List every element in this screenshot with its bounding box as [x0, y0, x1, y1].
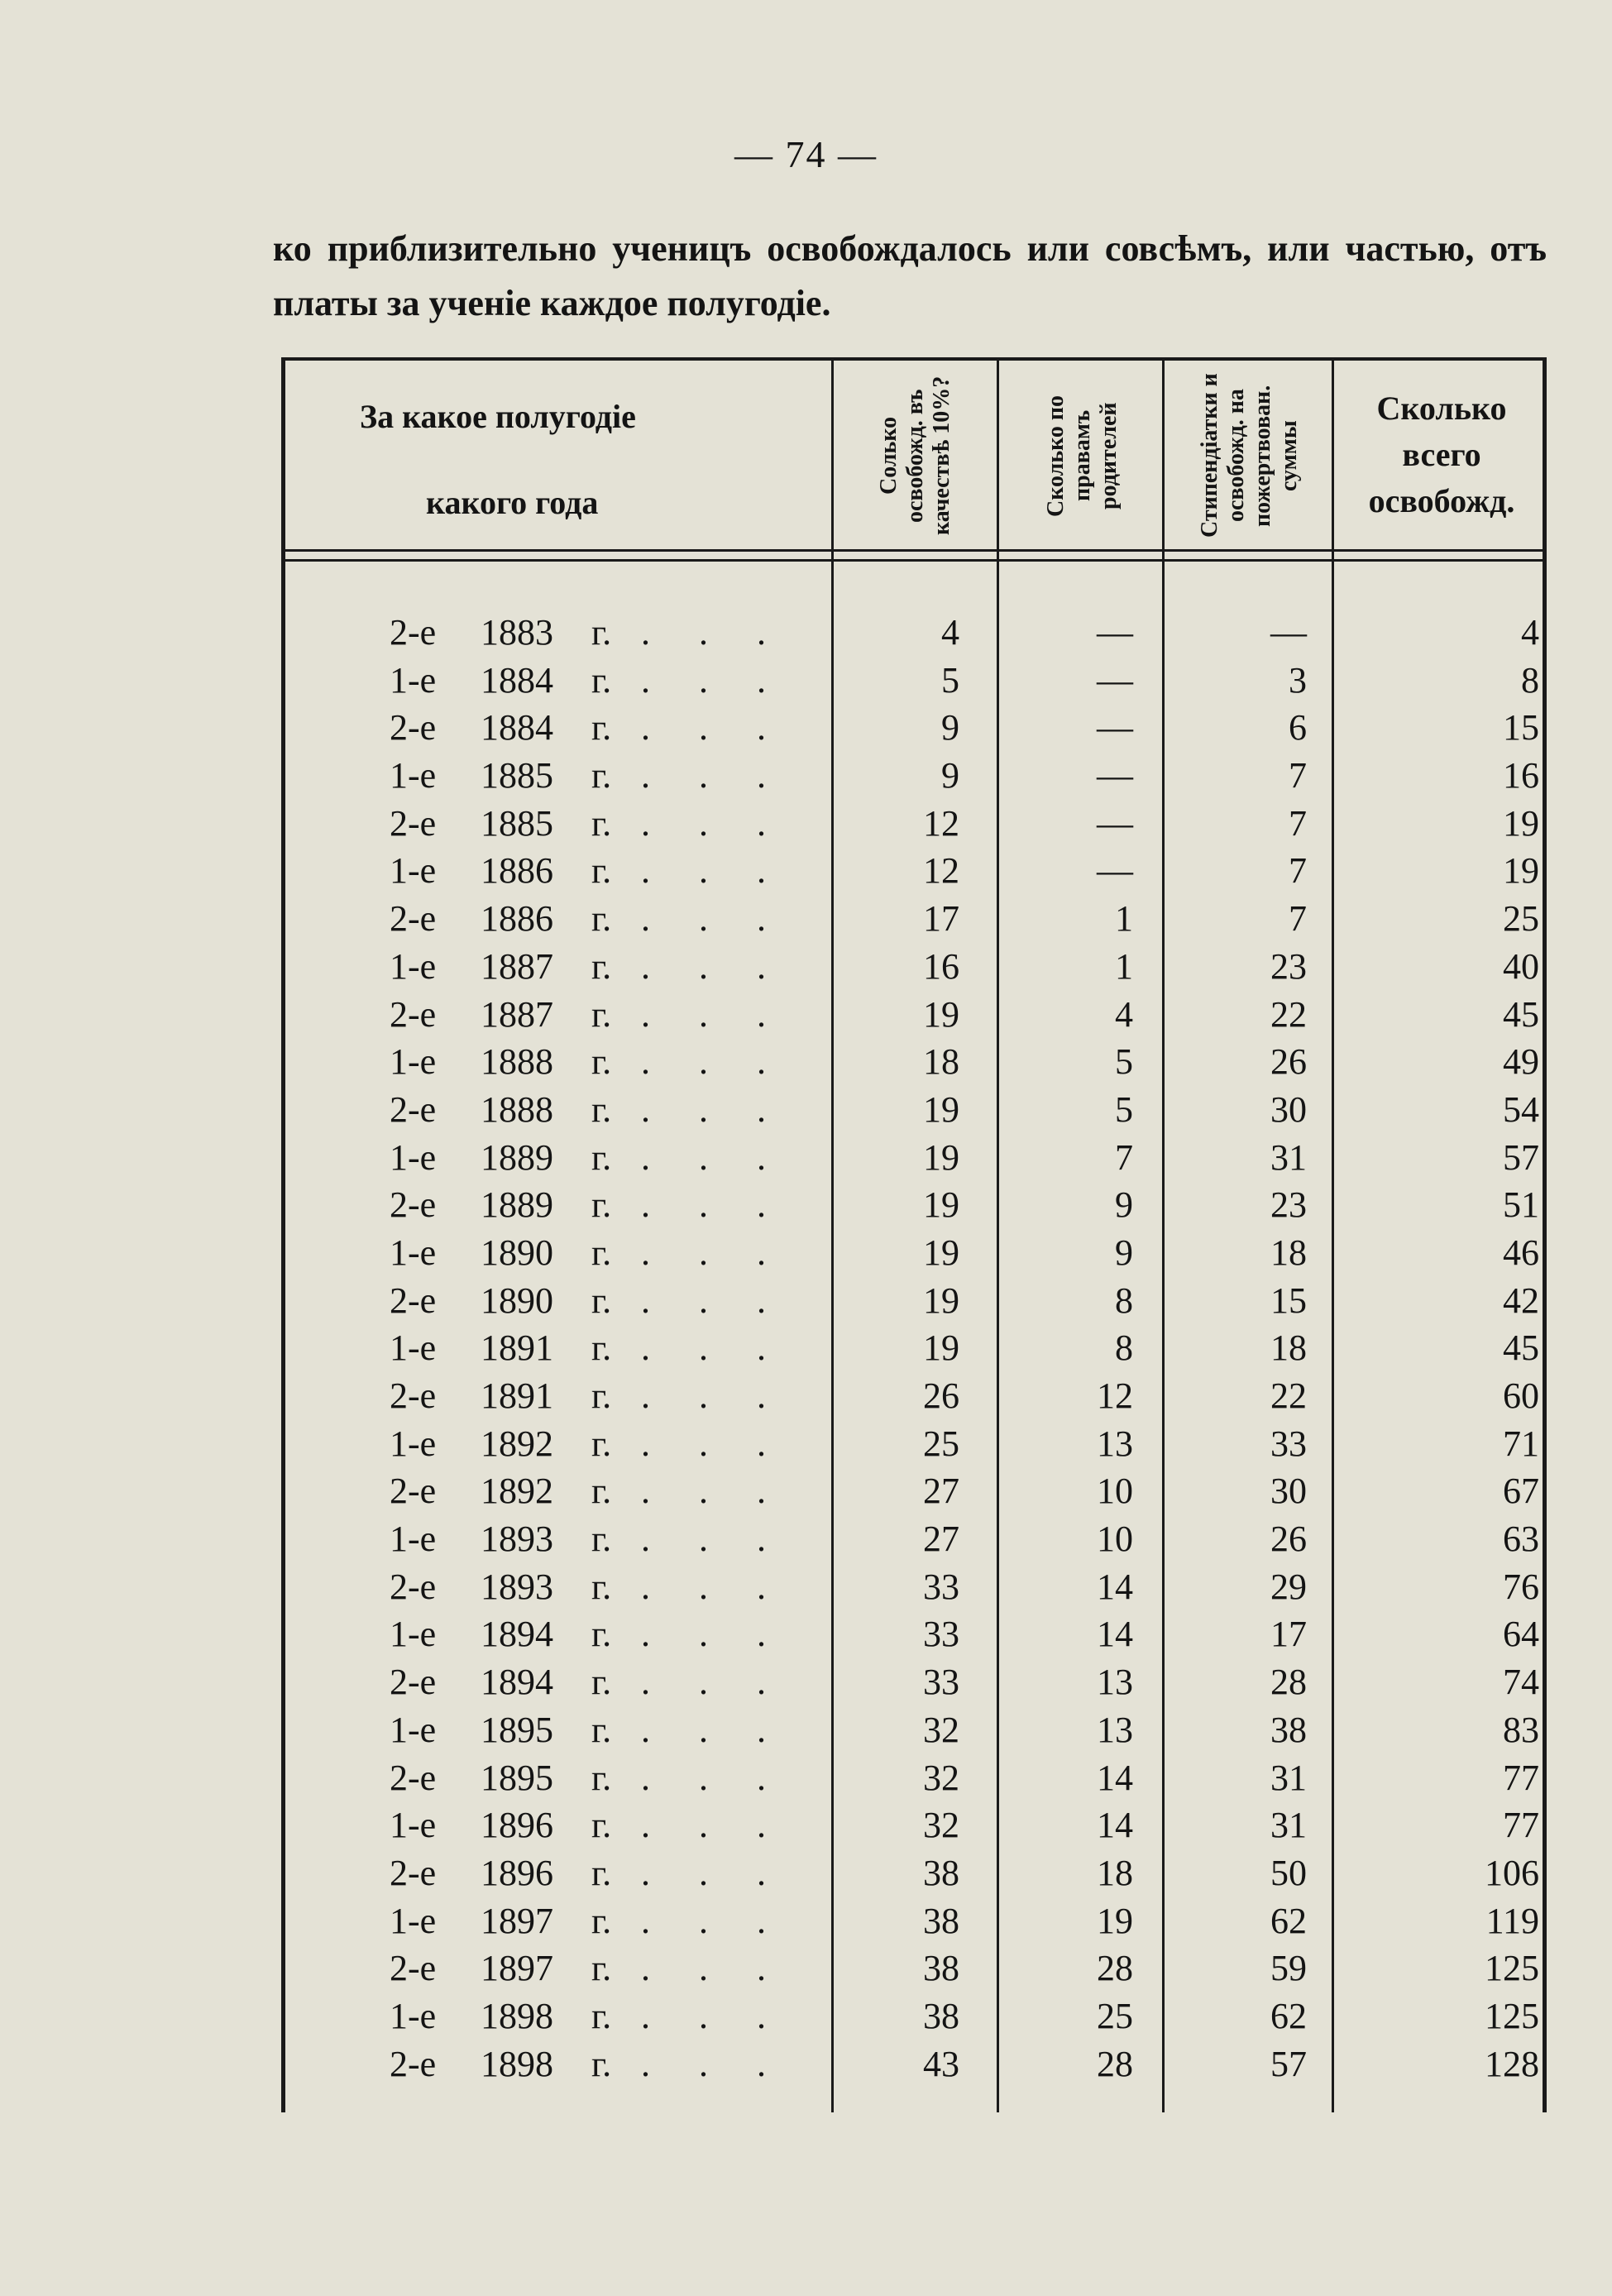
row-parents-cell: 13: [1097, 1709, 1133, 1750]
row-leader-dots: . . .: [641, 1900, 786, 1941]
row-half-cell: 1-е: [390, 1709, 437, 1750]
table-row: [285, 1134, 1543, 1182]
row-total-cell: 63: [1503, 1519, 1539, 1560]
row-leader-dots: . . .: [641, 1948, 786, 1989]
table-row: [285, 1658, 1543, 1706]
row-parents-cell: 28: [1097, 2043, 1133, 2084]
row-total-cell: 54: [1503, 1088, 1539, 1130]
row-half-cell: 1-е: [390, 850, 437, 892]
row-total-cell: 19: [1503, 850, 1539, 892]
row-total-cell: 71: [1503, 1423, 1539, 1464]
row-stipends-cell: 50: [1270, 1852, 1307, 1893]
row-year-abbrev-cell: г.: [591, 993, 612, 1035]
row-half-cell: 1-е: [390, 1136, 437, 1178]
row-10pct-cell: 17: [923, 898, 959, 940]
row-half-cell: 1-е: [390, 1995, 437, 2036]
header-period: [285, 361, 831, 549]
row-year-cell: 1887: [481, 945, 553, 987]
row-total-cell: 76: [1503, 1566, 1539, 1607]
row-half-cell: 2-е: [390, 1184, 437, 1226]
row-stipends-cell: 18: [1270, 1327, 1307, 1369]
row-year-abbrev-cell: г.: [591, 1519, 612, 1560]
row-year-cell: 1889: [481, 1184, 553, 1226]
row-year-cell: 1895: [481, 1709, 553, 1750]
row-half-cell: 2-е: [390, 2043, 437, 2084]
row-year-cell: 1884: [481, 659, 553, 701]
table-row: [285, 991, 1543, 1039]
row-half-cell: 1-е: [390, 659, 437, 701]
row-year-abbrev-cell: г.: [591, 1088, 612, 1130]
row-year-cell: 1893: [481, 1519, 553, 1560]
row-year-cell: 1891: [481, 1327, 553, 1369]
row-half-cell: 2-е: [390, 1757, 437, 1798]
header-col-stipends: Стипендіатки и освобожд. на пожертвован. суммы: [1197, 373, 1302, 538]
table-row: [285, 1706, 1543, 1754]
row-leader-dots: . . .: [641, 1709, 786, 1750]
row-year-cell: 1892: [481, 1423, 553, 1464]
row-10pct-cell: 19: [923, 1184, 959, 1226]
row-parents-cell: —: [1097, 612, 1133, 653]
row-parents-cell: 18: [1097, 1852, 1133, 1893]
exemption-table: [281, 357, 1547, 2112]
row-10pct-cell: 32: [923, 1757, 959, 1798]
row-year-abbrev-cell: г.: [591, 850, 612, 892]
row-stipends-cell: 62: [1270, 1900, 1307, 1941]
row-year-abbrev-cell: г.: [591, 1041, 612, 1083]
table-row: [285, 1897, 1543, 1945]
row-leader-dots: . . .: [641, 1566, 786, 1607]
row-10pct-cell: 12: [923, 802, 959, 844]
row-leader-dots: . . .: [641, 850, 786, 892]
row-parents-cell: 19: [1097, 1900, 1133, 1941]
row-half-cell: 1-е: [390, 945, 437, 987]
row-stipends-cell: 7: [1289, 850, 1307, 892]
row-stipends-cell: 38: [1270, 1709, 1307, 1750]
row-half-cell: 1-е: [390, 1041, 437, 1083]
row-half-cell: 1-е: [390, 1423, 437, 1464]
row-year-abbrev-cell: г.: [591, 1662, 612, 1703]
row-parents-cell: 1: [1115, 898, 1133, 940]
header-col-10pct: Солько освобожд. въ качествѣ 10%?: [876, 375, 954, 536]
row-year-abbrev-cell: г.: [591, 1566, 612, 1607]
row-half-cell: 2-е: [390, 1375, 437, 1416]
row-parents-cell: 8: [1115, 1327, 1133, 1369]
row-total-cell: 57: [1503, 1136, 1539, 1178]
table-body: [285, 609, 1543, 2088]
row-year-abbrev-cell: г.: [591, 1852, 612, 1893]
row-half-cell: 1-е: [390, 1614, 437, 1655]
table-row: [285, 704, 1543, 752]
row-parents-cell: —: [1097, 802, 1133, 844]
row-leader-dots: . . .: [641, 1805, 786, 1846]
row-stipends-cell: 30: [1270, 1471, 1307, 1512]
row-half-cell: 2-е: [390, 1566, 437, 1607]
row-half-cell: 1-е: [390, 1519, 437, 1560]
row-10pct-cell: 18: [923, 1041, 959, 1083]
row-total-cell: 128: [1485, 2043, 1539, 2084]
row-stipends-cell: 57: [1270, 2043, 1307, 2084]
row-leader-dots: . . .: [641, 1232, 786, 1273]
row-year-cell: 1896: [481, 1805, 553, 1846]
table-row: [285, 609, 1543, 657]
row-10pct-cell: 4: [941, 612, 959, 653]
header-period-line1: За какое полугодіе: [360, 398, 636, 435]
row-parents-cell: 5: [1115, 1088, 1133, 1130]
row-10pct-cell: 38: [923, 1995, 959, 2036]
row-stipends-cell: 22: [1270, 993, 1307, 1035]
table-row: [285, 752, 1543, 800]
table-row: [285, 1086, 1543, 1134]
row-leader-dots: . . .: [641, 1471, 786, 1512]
row-stipends-cell: 28: [1270, 1662, 1307, 1703]
table-row: [285, 657, 1543, 705]
row-total-cell: 77: [1503, 1757, 1539, 1798]
row-parents-cell: 14: [1097, 1805, 1133, 1846]
row-year-abbrev-cell: г.: [591, 1375, 612, 1416]
row-year-cell: 1886: [481, 898, 553, 940]
row-total-cell: 4: [1521, 612, 1539, 653]
row-leader-dots: . . .: [641, 1327, 786, 1369]
row-half-cell: 2-е: [390, 1280, 437, 1321]
row-year-abbrev-cell: г.: [591, 1423, 612, 1464]
row-parents-cell: 7: [1115, 1136, 1133, 1178]
row-half-cell: 1-е: [390, 1900, 437, 1941]
row-year-cell: 1889: [481, 1136, 553, 1178]
row-year-abbrev-cell: г.: [591, 945, 612, 987]
row-stipends-cell: 15: [1270, 1280, 1307, 1321]
row-half-cell: 2-е: [390, 1088, 437, 1130]
row-total-cell: 19: [1503, 802, 1539, 844]
row-leader-dots: . . .: [641, 1614, 786, 1655]
row-year-abbrev-cell: г.: [591, 1136, 612, 1178]
row-leader-dots: . . .: [641, 802, 786, 844]
row-10pct-cell: 19: [923, 1327, 959, 1369]
row-parents-cell: 10: [1097, 1471, 1133, 1512]
row-half-cell: 1-е: [390, 1232, 437, 1273]
row-year-abbrev-cell: г.: [591, 1757, 612, 1798]
row-10pct-cell: 38: [923, 1852, 959, 1893]
row-year-cell: 1896: [481, 1852, 553, 1893]
row-10pct-cell: 19: [923, 1280, 959, 1321]
row-year-abbrev-cell: г.: [591, 802, 612, 844]
row-stipends-cell: 59: [1270, 1948, 1307, 1989]
row-leader-dots: . . .: [641, 1184, 786, 1226]
table-row: [285, 1849, 1543, 1897]
row-total-cell: 49: [1503, 1041, 1539, 1083]
row-parents-cell: 9: [1115, 1232, 1133, 1273]
row-year-abbrev-cell: г.: [591, 1614, 612, 1655]
row-year-abbrev-cell: г.: [591, 1995, 612, 2036]
row-half-cell: 2-е: [390, 898, 437, 940]
row-year-cell: 1894: [481, 1614, 553, 1655]
row-parents-cell: —: [1097, 755, 1133, 796]
row-year-abbrev-cell: г.: [591, 1805, 612, 1846]
table-row: [285, 2040, 1543, 2088]
row-leader-dots: . . .: [641, 1423, 786, 1464]
row-leader-dots: . . .: [641, 755, 786, 796]
table-row: [285, 895, 1543, 943]
row-half-cell: 2-е: [390, 993, 437, 1035]
row-leader-dots: . . .: [641, 1041, 786, 1083]
row-year-cell: 1888: [481, 1088, 553, 1130]
row-half-cell: 2-е: [390, 707, 437, 749]
row-year-cell: 1883: [481, 612, 553, 653]
row-parents-cell: —: [1097, 659, 1133, 701]
row-parents-cell: 14: [1097, 1614, 1133, 1655]
row-leader-dots: . . .: [641, 1852, 786, 1893]
row-10pct-cell: 19: [923, 993, 959, 1035]
row-parents-cell: 4: [1115, 993, 1133, 1035]
row-half-cell: 2-е: [390, 612, 437, 653]
row-total-cell: 60: [1503, 1375, 1539, 1416]
row-year-abbrev-cell: г.: [591, 1948, 612, 1989]
row-parents-cell: —: [1097, 707, 1133, 749]
row-parents-cell: 5: [1115, 1041, 1133, 1083]
row-stipends-cell: 31: [1270, 1757, 1307, 1798]
row-total-cell: 8: [1521, 659, 1539, 701]
row-10pct-cell: 16: [923, 945, 959, 987]
row-10pct-cell: 43: [923, 2043, 959, 2084]
row-stipends-cell: 23: [1270, 945, 1307, 987]
row-stipends-cell: 7: [1289, 802, 1307, 844]
row-leader-dots: . . .: [641, 945, 786, 987]
row-leader-dots: . . .: [641, 1088, 786, 1130]
row-parents-cell: 9: [1115, 1184, 1133, 1226]
row-10pct-cell: 19: [923, 1136, 959, 1178]
row-10pct-cell: 5: [941, 659, 959, 701]
row-stipends-cell: 6: [1289, 707, 1307, 749]
row-total-cell: 64: [1503, 1614, 1539, 1655]
row-year-cell: 1887: [481, 993, 553, 1035]
row-stipends-cell: 26: [1270, 1519, 1307, 1560]
row-year-cell: 1890: [481, 1280, 553, 1321]
row-year-cell: 1897: [481, 1900, 553, 1941]
row-leader-dots: . . .: [641, 1136, 786, 1178]
row-year-abbrev-cell: г.: [591, 1232, 612, 1273]
row-parents-cell: 8: [1115, 1280, 1133, 1321]
row-half-cell: 1-е: [390, 1327, 437, 1369]
table-row: [285, 1515, 1543, 1563]
row-leader-dots: . . .: [641, 1519, 786, 1560]
row-parents-cell: 1: [1115, 945, 1133, 987]
row-10pct-cell: 27: [923, 1519, 959, 1560]
row-stipends-cell: 29: [1270, 1566, 1307, 1607]
row-leader-dots: . . .: [641, 612, 786, 653]
row-half-cell: 2-е: [390, 1948, 437, 1989]
row-year-abbrev-cell: г.: [591, 755, 612, 796]
table-row: [285, 1038, 1543, 1086]
table-row: [285, 1992, 1543, 2040]
row-total-cell: 45: [1503, 1327, 1539, 1369]
row-total-cell: 51: [1503, 1184, 1539, 1226]
row-10pct-cell: 38: [923, 1948, 959, 1989]
row-leader-dots: . . .: [641, 1662, 786, 1703]
row-half-cell: 2-е: [390, 1662, 437, 1703]
row-stipends-cell: 17: [1270, 1614, 1307, 1655]
row-leader-dots: . . .: [641, 898, 786, 940]
table-row: [285, 1801, 1543, 1849]
row-10pct-cell: 27: [923, 1471, 959, 1512]
row-year-abbrev-cell: г.: [591, 1900, 612, 1941]
table-row: [285, 800, 1543, 848]
row-total-cell: 83: [1503, 1709, 1539, 1750]
row-year-abbrev-cell: г.: [591, 612, 612, 653]
row-year-cell: 1898: [481, 1995, 553, 2036]
row-total-cell: 74: [1503, 1662, 1539, 1703]
row-half-cell: 1-е: [390, 1805, 437, 1846]
header-period-line2: какого года: [426, 484, 599, 521]
table-row: [285, 943, 1543, 991]
row-total-cell: 40: [1503, 945, 1539, 987]
row-leader-dots: . . .: [641, 993, 786, 1035]
row-10pct-cell: 26: [923, 1375, 959, 1416]
row-total-cell: 16: [1503, 755, 1539, 796]
row-stipends-cell: 7: [1289, 898, 1307, 940]
row-10pct-cell: 33: [923, 1614, 959, 1655]
row-year-cell: 1884: [481, 707, 553, 749]
row-half-cell: 1-е: [390, 755, 437, 796]
table-row: [285, 1563, 1543, 1611]
row-year-cell: 1893: [481, 1566, 553, 1607]
row-year-cell: 1892: [481, 1471, 553, 1512]
row-leader-dots: . . .: [641, 2043, 786, 2084]
row-leader-dots: . . .: [641, 707, 786, 749]
row-10pct-cell: 33: [923, 1566, 959, 1607]
row-10pct-cell: 32: [923, 1709, 959, 1750]
header-col-parents: Сколько по правамъ родителей: [1043, 395, 1122, 517]
table-row: [285, 1181, 1543, 1229]
row-leader-dots: . . .: [641, 1375, 786, 1416]
table-row: [285, 1372, 1543, 1420]
row-stipends-cell: 31: [1270, 1805, 1307, 1846]
row-parents-cell: —: [1097, 850, 1133, 892]
row-parents-cell: 13: [1097, 1423, 1133, 1464]
row-year-cell: 1886: [481, 850, 553, 892]
row-half-cell: 2-е: [390, 1852, 437, 1893]
row-parents-cell: 14: [1097, 1757, 1133, 1798]
row-10pct-cell: 9: [941, 755, 959, 796]
row-year-abbrev-cell: г.: [591, 1184, 612, 1226]
row-total-cell: 119: [1485, 1900, 1539, 1941]
table-row: [285, 847, 1543, 895]
row-leader-dots: . . .: [641, 1280, 786, 1321]
row-year-cell: 1888: [481, 1041, 553, 1083]
row-10pct-cell: 32: [923, 1805, 959, 1846]
row-stipends-cell: 23: [1270, 1184, 1307, 1226]
row-year-cell: 1890: [481, 1232, 553, 1273]
page-number: — 74 —: [734, 133, 878, 175]
table-row: [285, 1467, 1543, 1515]
row-leader-dots: . . .: [641, 659, 786, 701]
row-parents-cell: 13: [1097, 1662, 1133, 1703]
row-total-cell: 46: [1503, 1232, 1539, 1273]
row-total-cell: 125: [1485, 1948, 1539, 1989]
row-parents-cell: 14: [1097, 1566, 1133, 1607]
row-stipends-cell: —: [1270, 612, 1307, 653]
row-stipends-cell: 30: [1270, 1088, 1307, 1130]
table-row: [285, 1229, 1543, 1277]
row-10pct-cell: 9: [941, 707, 959, 749]
table-row: [285, 1324, 1543, 1372]
row-parents-cell: 28: [1097, 1948, 1133, 1989]
table-row: [285, 1277, 1543, 1325]
row-year-abbrev-cell: г.: [591, 707, 612, 749]
row-year-cell: 1885: [481, 802, 553, 844]
row-leader-dots: . . .: [641, 1995, 786, 2036]
row-year-cell: 1895: [481, 1757, 553, 1798]
table-row: [285, 1944, 1543, 1992]
row-stipends-cell: 62: [1270, 1995, 1307, 2036]
row-stipends-cell: 18: [1270, 1232, 1307, 1273]
row-year-abbrev-cell: г.: [591, 898, 612, 940]
row-year-cell: 1898: [481, 2043, 553, 2084]
row-total-cell: 67: [1503, 1471, 1539, 1512]
row-year-cell: 1897: [481, 1948, 553, 1989]
row-total-cell: 77: [1503, 1805, 1539, 1846]
row-half-cell: 2-е: [390, 802, 437, 844]
intro-paragraph: ко приблизительно ученицъ освобождалось или совсѣмъ, или частью, отъ платы за ученіе каждое полугодіе.: [273, 228, 1547, 323]
row-year-cell: 1894: [481, 1662, 553, 1703]
row-10pct-cell: 38: [923, 1900, 959, 1941]
row-total-cell: 42: [1503, 1280, 1539, 1321]
row-total-cell: 45: [1503, 993, 1539, 1035]
row-10pct-cell: 25: [923, 1423, 959, 1464]
row-leader-dots: . . .: [641, 1757, 786, 1798]
row-stipends-cell: 22: [1270, 1375, 1307, 1416]
row-year-cell: 1891: [481, 1375, 553, 1416]
row-stipends-cell: 26: [1270, 1041, 1307, 1083]
row-year-abbrev-cell: г.: [591, 2043, 612, 2084]
row-year-abbrev-cell: г.: [591, 1280, 612, 1321]
row-year-abbrev-cell: г.: [591, 1327, 612, 1369]
table-row: [285, 1754, 1543, 1802]
header-rule: [285, 549, 1543, 552]
row-total-cell: 125: [1485, 1995, 1539, 2036]
row-stipends-cell: 33: [1270, 1423, 1307, 1464]
row-year-abbrev-cell: г.: [591, 659, 612, 701]
row-half-cell: 2-е: [390, 1471, 437, 1512]
row-year-cell: 1885: [481, 755, 553, 796]
row-year-abbrev-cell: г.: [591, 1471, 612, 1512]
row-parents-cell: 25: [1097, 1995, 1133, 2036]
row-10pct-cell: 19: [923, 1088, 959, 1130]
table-row: [285, 1610, 1543, 1658]
row-parents-cell: 10: [1097, 1519, 1133, 1560]
row-10pct-cell: 19: [923, 1232, 959, 1273]
row-parents-cell: 12: [1097, 1375, 1133, 1416]
header-rule: [285, 559, 1543, 562]
table-row: [285, 1420, 1543, 1468]
row-10pct-cell: 12: [923, 850, 959, 892]
row-stipends-cell: 7: [1289, 755, 1307, 796]
row-total-cell: 106: [1485, 1852, 1539, 1893]
row-stipends-cell: 3: [1289, 659, 1307, 701]
row-total-cell: 25: [1503, 898, 1539, 940]
row-total-cell: 15: [1503, 707, 1539, 749]
row-10pct-cell: 33: [923, 1662, 959, 1703]
row-stipends-cell: 31: [1270, 1136, 1307, 1178]
row-year-abbrev-cell: г.: [591, 1709, 612, 1750]
header-col-total: Сколько всего освобожд.: [1368, 390, 1515, 519]
